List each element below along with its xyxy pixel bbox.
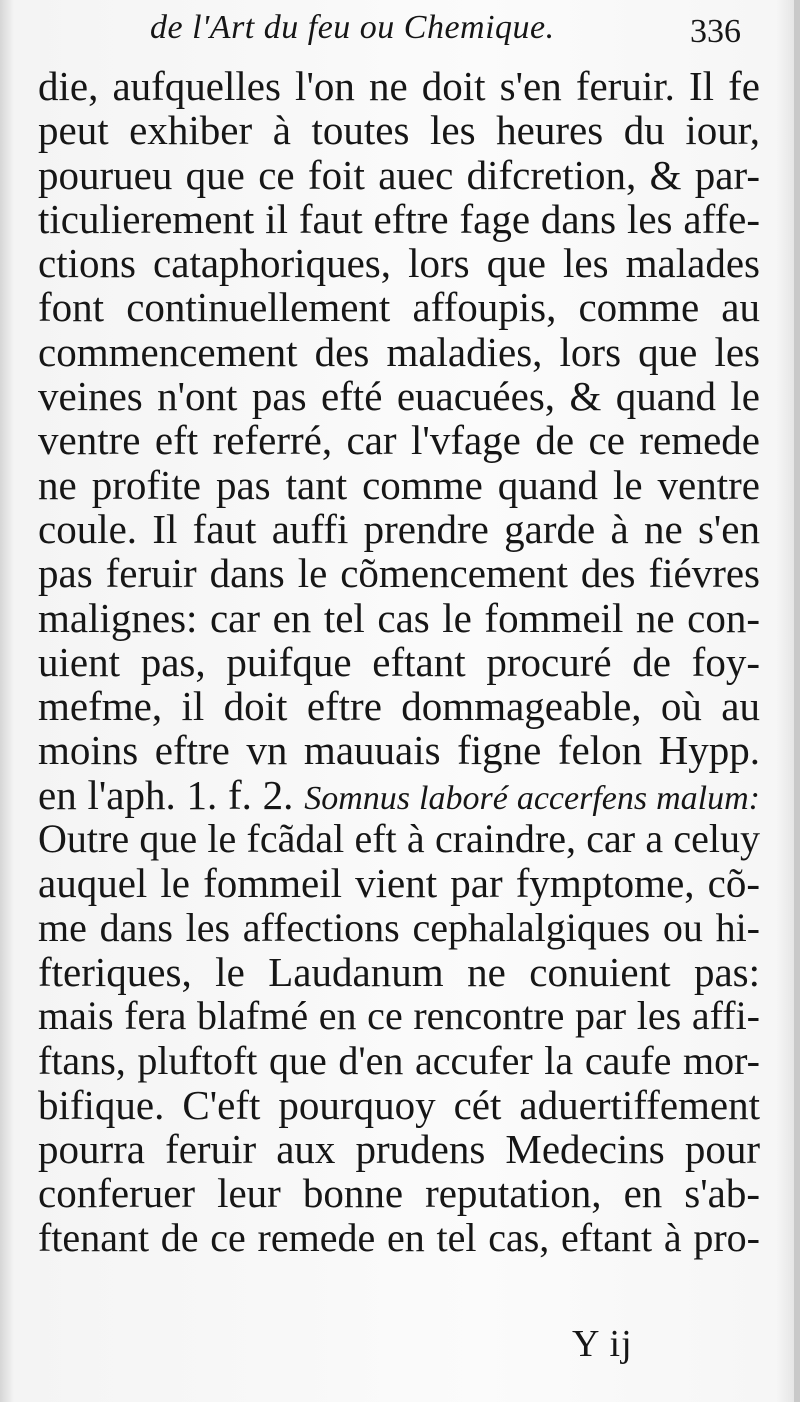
text-line: die, aufquelles l'on ne doit s'en feruir. Il fe (38, 63, 760, 109)
text-line: bifique. C'eft pourquoy cét aduertiffement (38, 1081, 760, 1128)
text-line: auquel le fommeil vient par fymptome, cõ- (38, 860, 760, 907)
text-line: conferuer leur bonne reputation, en s'ab- (38, 1170, 760, 1217)
page-number: 336 (690, 13, 741, 50)
text-line: malignes: car en tel cas le fommeil ne con- (38, 594, 760, 641)
text-line: ftans, pluftoft que d'en accufer la caufe mor- (38, 1037, 760, 1083)
text-line: ctions cataphoriques, lors que les malades (38, 240, 760, 287)
text-line: font continuellement affoupis, comme au (38, 284, 760, 331)
text-line: fteriques, le Laudanum ne conuient pas: (38, 948, 760, 995)
latin-quote: Somnus laboré accerfens malum: (304, 779, 761, 817)
text-line: Outre que le fcãdal eft à craindre, car a celuy (38, 816, 760, 862)
page-edge (794, 0, 800, 1402)
text-line: me dans les affections cephalalgiques ou hi- (38, 904, 760, 950)
citation-reference: en l'aph. 1. f. 2. (38, 771, 294, 818)
text-line: coule. Il faut auffi prendre garde à ne s'en (38, 505, 760, 552)
text-line: peut exhiber à toutes les heures du iour, (38, 107, 760, 154)
running-title: de l'Art du feu ou Chemique. (150, 9, 555, 46)
text-line: moins eftre vn mauuais figne felon Hypp. (38, 727, 760, 774)
text-line: mefme, il doit eftre dommageable, où au (38, 683, 760, 730)
body-text (38, 64, 760, 1260)
text-line: pas feruir dans le cõmencement des fiévres (38, 550, 760, 597)
text-line: mais fera blafmé en ce rencontre par les affi- (38, 993, 760, 1039)
signature-mark: Y ij (572, 1323, 633, 1365)
text-line: ftenant de ce remede en tel cas, eftant à pro- (38, 1214, 760, 1260)
text-line: ticulierement il faut eftre fage dans les affe- (38, 195, 760, 242)
text-line: uient pas, puifque eftant procuré de foy- (38, 638, 760, 685)
text-line: commencement des maladies, lors que les (38, 328, 760, 375)
text-line: ventre eft referré, car l'vfage de ce remede (38, 417, 760, 464)
text-line: pourueu que ce foit auec difcretion, & par- (38, 151, 760, 198)
text-line: veines n'ont pas efté euacuées, & quand le (38, 373, 760, 420)
citation-line (38, 773, 760, 817)
text-line: ne profite pas tant comme quand le ventre (38, 461, 760, 508)
text-line: pourra feruir aux prudens Medecins pour (38, 1126, 760, 1173)
